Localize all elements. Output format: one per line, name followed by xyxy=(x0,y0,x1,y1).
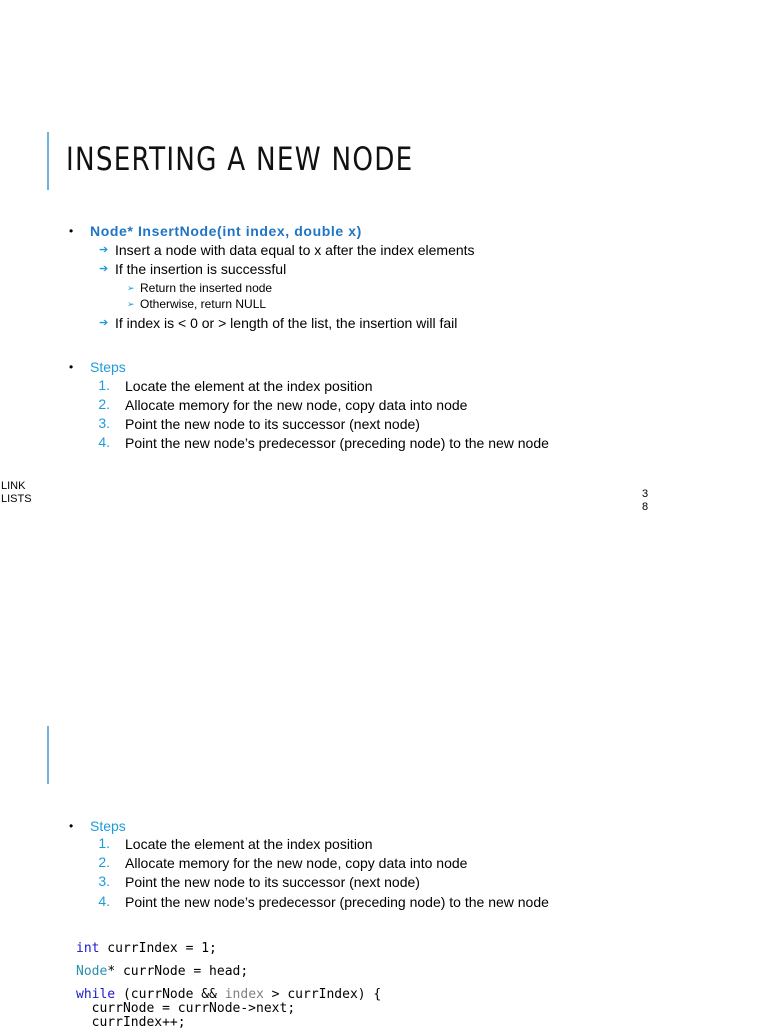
step-text: Point the new node’s predecessor (preceding node) to the new node xyxy=(125,894,549,910)
code-text: (currNode && xyxy=(115,987,225,1002)
step-number: 3. xyxy=(98,873,110,889)
code-line xyxy=(76,941,217,957)
function-signature: Node* InsertNode(int index, double x) xyxy=(90,223,362,239)
footer-label-line: LISTS xyxy=(1,493,32,505)
accent-bar xyxy=(47,726,49,784)
accent-bar xyxy=(47,132,49,190)
step-text: Allocate memory for the new node, copy data into node xyxy=(125,855,468,871)
code-line: currIndex++; xyxy=(76,1015,186,1030)
code-text: > currIndex) { xyxy=(263,987,382,1002)
step-number: 4. xyxy=(98,434,110,450)
footer-label xyxy=(1,480,32,506)
page-number-line: 3 xyxy=(642,488,649,500)
page-number xyxy=(642,488,648,514)
page-number-line: 8 xyxy=(642,501,649,513)
step-text: Point the new node’s predecessor (preceding node) to the new node xyxy=(125,435,549,451)
code-type: Node xyxy=(76,964,108,979)
arrow-icon: ➔ xyxy=(99,244,109,256)
code-keyword: while xyxy=(76,987,116,1002)
step-number: 1. xyxy=(98,835,110,851)
footer-label-line: LINK xyxy=(1,480,26,492)
arrow-icon: ➔ xyxy=(99,263,109,275)
slide-title: INSERTING A NEW NODE xyxy=(66,140,414,178)
chevron-icon: ➢ xyxy=(127,299,135,309)
steps-label: Steps xyxy=(90,818,126,834)
chevron-icon: ➢ xyxy=(127,283,135,293)
code-line xyxy=(76,964,248,980)
step-number: 2. xyxy=(98,396,110,412)
step-text: Point the new node to its successor (next node) xyxy=(125,874,420,890)
step-number: 1. xyxy=(98,377,110,393)
detail-text: If the insertion is successful xyxy=(115,261,287,277)
bullet-dot: • xyxy=(69,819,74,833)
code-text: currIndex = 1; xyxy=(99,941,217,956)
detail-text: Insert a node with data equal to x after the index elements xyxy=(115,242,475,258)
step-text: Point the new node to its successor (next node) xyxy=(125,416,420,432)
step-text: Locate the element at the index position xyxy=(125,378,373,394)
sub-detail-text: Otherwise, return NULL xyxy=(140,297,267,311)
detail-text: If index is < 0 or > length of the list, the insertion will fail xyxy=(115,315,458,331)
code-line: currNode = currNode->next; xyxy=(76,1001,296,1016)
steps-label: Steps xyxy=(90,359,126,375)
step-number: 4. xyxy=(98,893,110,909)
step-text: Locate the element at the index position xyxy=(125,836,373,852)
code-keyword: int xyxy=(76,941,100,956)
step-number: 2. xyxy=(98,854,110,870)
bullet-dot: • xyxy=(69,224,74,238)
step-number: 3. xyxy=(98,415,110,431)
bullet-dot: • xyxy=(69,360,74,374)
code-identifier: index xyxy=(224,987,264,1002)
sub-detail-text: Return the inserted node xyxy=(140,281,273,295)
arrow-icon: ➔ xyxy=(99,317,109,329)
step-text: Allocate memory for the new node, copy data into node xyxy=(125,397,468,413)
code-text: * currNode = head; xyxy=(107,964,249,979)
